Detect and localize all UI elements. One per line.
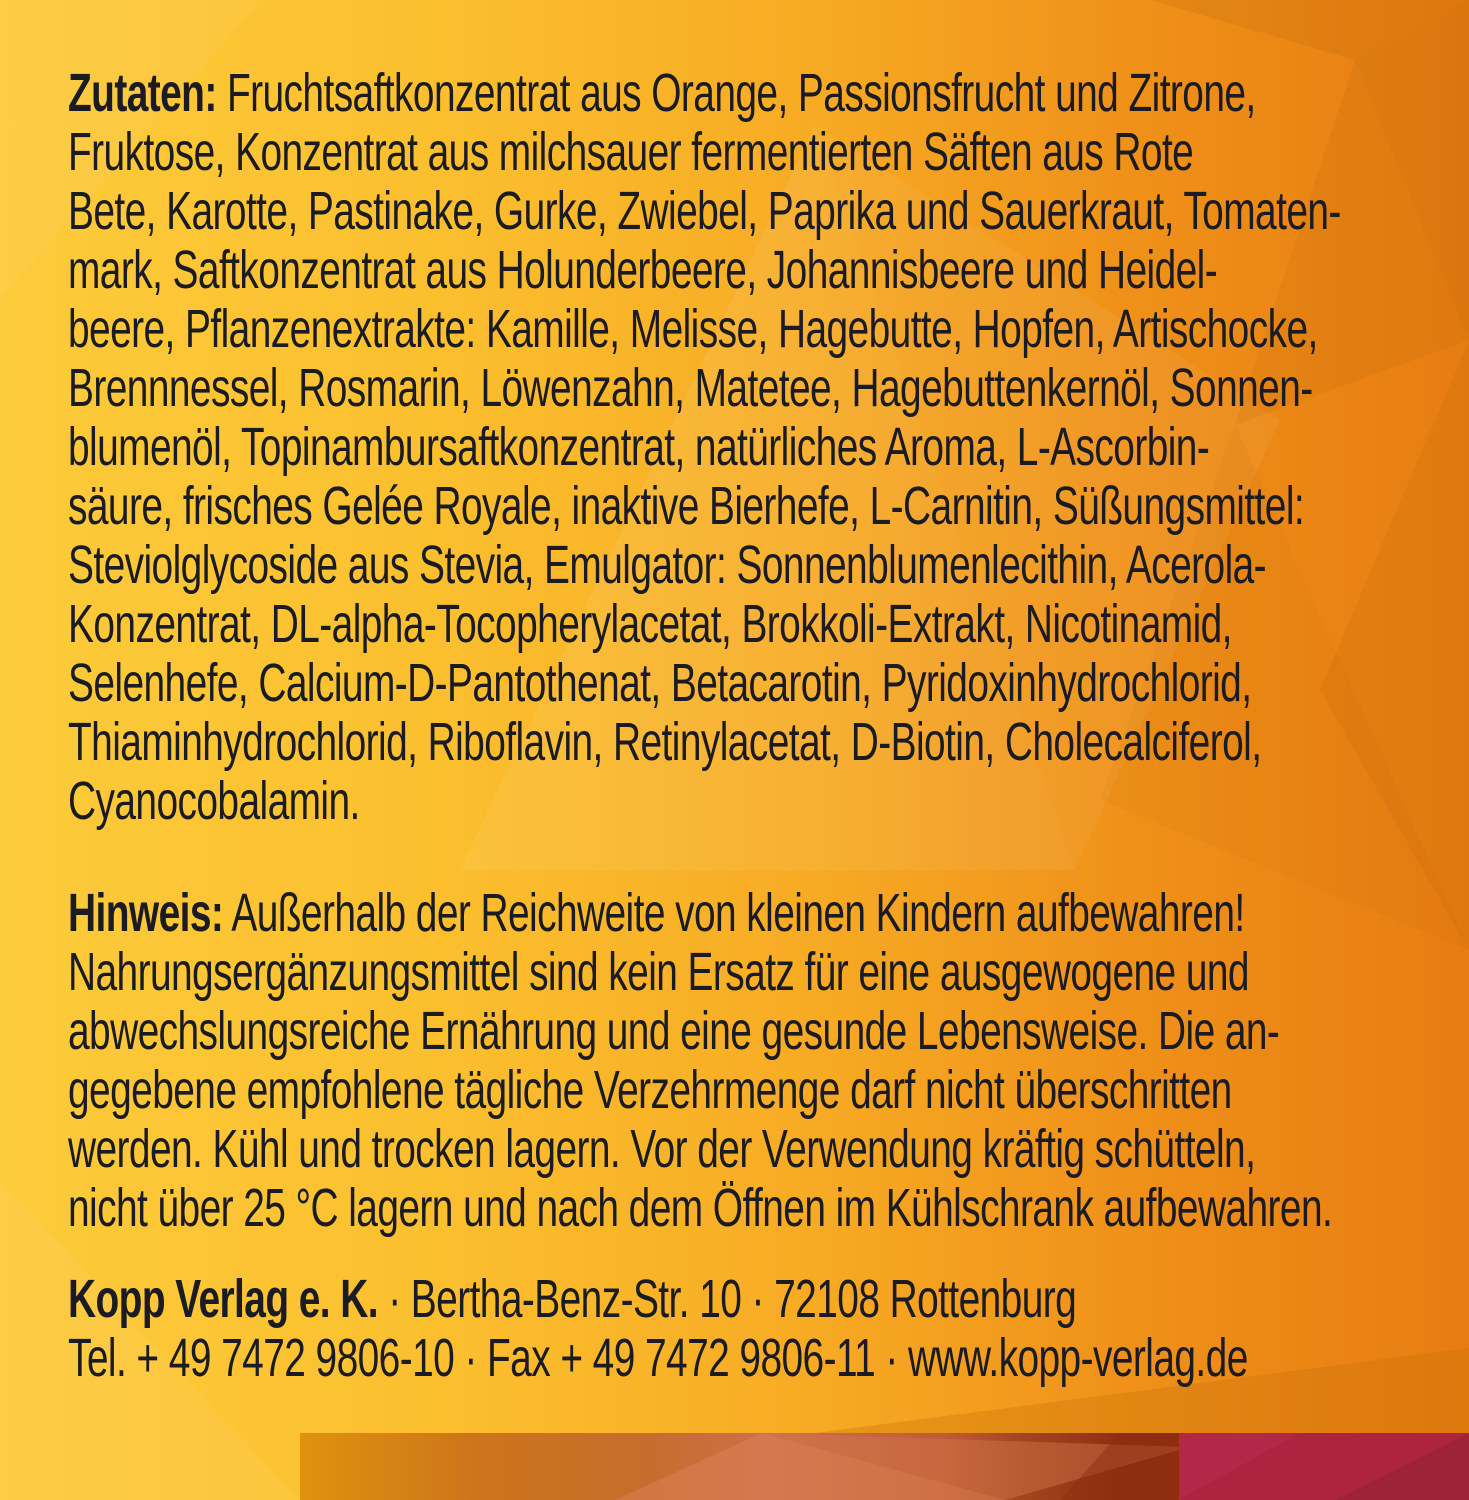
text-line: nicht über 25 °C lagern und nach dem Öffnen im Kühlschrank aufbewahren. — [68, 1178, 1333, 1238]
text-line — [68, 884, 1407, 943]
text-line: säure, frisches Gelée Royale, inaktive Bierhefe, L-Carnitin, Süßungsmittel: — [68, 476, 1305, 536]
publisher-section — [68, 1270, 1407, 1388]
publisher-name: Kopp Verlag e. K. — [68, 1269, 378, 1329]
ingredients-heading: Zutaten: — [68, 63, 217, 123]
publisher-fax: Fax + 49 7472 9806-11 — [487, 1328, 876, 1388]
notice-heading: Hinweis: — [68, 883, 224, 943]
text-line: Steviolglycoside aus Stevia, Emulgator: Sonnenblumenlecithin, Acerola- — [68, 535, 1267, 595]
text-line: abwechslungsreiche Ernährung und eine gesunde Lebensweise. Die an- — [68, 1001, 1280, 1061]
text-line: Fruktose, Konzentrat aus milchsauer fermentierten Säften aus Rote — [68, 122, 1194, 182]
notice-lines — [68, 943, 1407, 1238]
text-line: mark, Saftkonzentrat aus Holunderbeere, Johannisbeere und Heidel- — [68, 240, 1218, 300]
publisher-address: · Bertha-Benz-Str. 10 · 72108 Rottenburg — [388, 1269, 1077, 1329]
text-line: werden. Kühl und trocken lagern. Vor der Verwendung kräftig schütteln, — [68, 1119, 1256, 1179]
notice-first-line: Außerhalb der Reichweite von kleinen Kindern aufbewahren! — [231, 883, 1245, 943]
text-line: Cyanocobalamin. — [68, 771, 360, 831]
text-line: beere, Pflanzenextrakte: Kamille, Melisse, Hagebutte, Hopfen, Artischocke, — [68, 299, 1318, 359]
label-text — [68, 64, 1407, 1388]
publisher-address-line — [68, 1270, 1407, 1329]
ingredients-lines — [68, 123, 1407, 831]
text-line — [68, 64, 1407, 123]
separator-dot: · — [464, 1328, 477, 1388]
text-line: Thiaminhydrochlorid, Riboflavin, Retinylacetat, D-Biotin, Cholecalciferol, — [68, 712, 1262, 772]
publisher-contact-line — [68, 1329, 1407, 1388]
text-line: gegebene empfohlene tägliche Verzehrmenge darf nicht überschritten — [68, 1060, 1232, 1120]
text-line: Nahrungsergänzungsmittel sind kein Ersatz für eine ausgewogene und — [68, 942, 1249, 1002]
ingredients-section — [68, 64, 1407, 831]
text-line: Selenhefe, Calcium-D-Pantothenat, Betacarotin, Pyridoxinhydrochlorid, — [68, 653, 1252, 713]
publisher-website: www.kopp-verlag.de — [908, 1328, 1248, 1388]
separator-dot: · — [885, 1328, 898, 1388]
text-line: blumenöl, Topinambursaftkonzentrat, natürliches Aroma, L-Ascorbin- — [68, 417, 1210, 477]
publisher-tel: Tel. + 49 7472 9806-10 — [68, 1328, 455, 1388]
text-line: Konzentrat, DL-alpha-Tocopherylacetat, Brokkoli-Extrakt, Nicotinamid, — [68, 594, 1232, 654]
text-line: Brennnessel, Rosmarin, Löwenzahn, Matetee, Hagebuttenkernöl, Sonnen- — [68, 358, 1313, 418]
text-line: Bete, Karotte, Pastinake, Gurke, Zwiebel, Paprika und Sauerkraut, Tomaten- — [68, 181, 1341, 241]
notice-section — [68, 884, 1407, 1238]
ingredients-first-line: Fruchtsaftkonzentrat aus Orange, Passionsfrucht und Zitrone, — [226, 63, 1256, 123]
